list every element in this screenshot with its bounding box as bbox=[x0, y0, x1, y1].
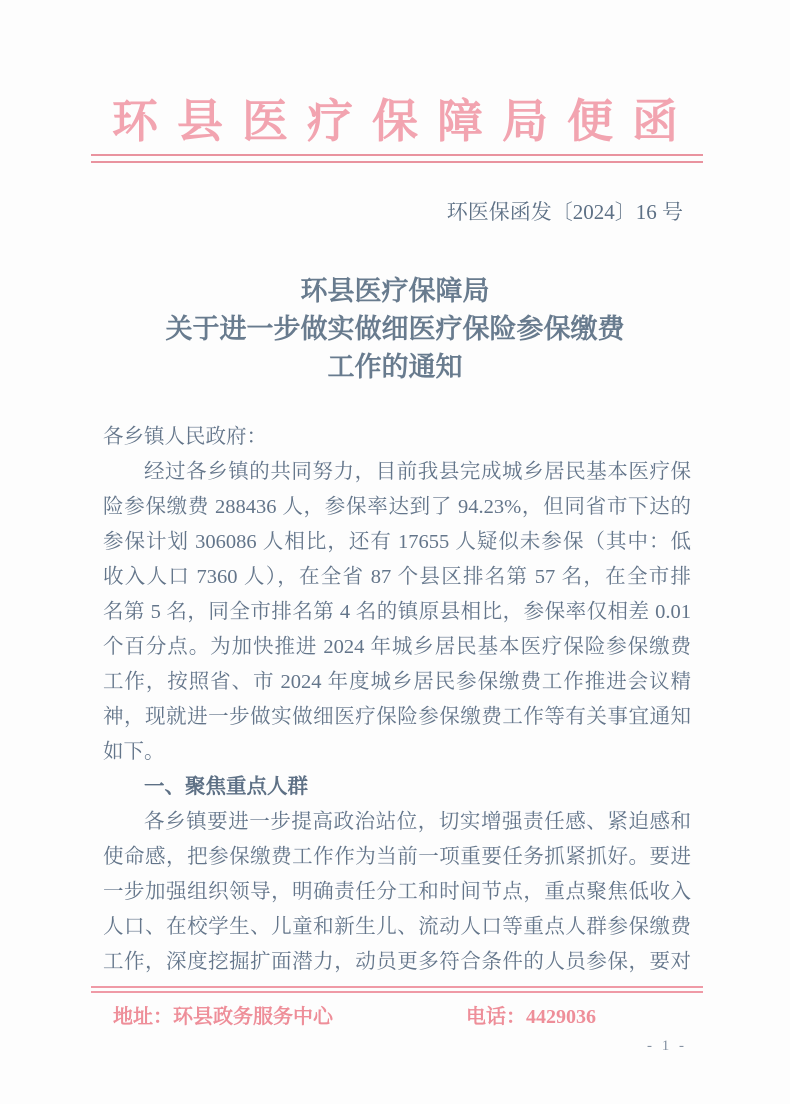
salutation: 各乡镇人民政府： bbox=[103, 426, 267, 448]
body-line: 神，现就进一步做实做细医疗保险参保缴费工作等有关事宜通知 bbox=[103, 706, 691, 728]
body-line: 收入人口 7360 人），在全省 87 个县区排名第 57 名，在全市排 bbox=[103, 566, 691, 588]
document-title-line-1: 环县医疗保障局 bbox=[300, 276, 490, 306]
body-line: 个百分点。为加快推进 2024 年城乡居民基本医疗保险参保缴费 bbox=[103, 636, 691, 658]
footer-double-rule bbox=[91, 986, 703, 993]
body-line: 险参保缴费 288436 人，参保率达到了 94.23%，但同省市下达的 bbox=[103, 496, 691, 518]
header-double-rule bbox=[91, 154, 703, 163]
body-line: 各乡镇要进一步提高政治站位，切实增强责任感、紧迫感和 bbox=[144, 811, 691, 833]
document-title-line-3: 工作的通知 bbox=[327, 352, 463, 382]
body-line: 名第 5 名，同全市排名第 4 名的镇原县相比，参保率仅相差 0.01 bbox=[103, 601, 691, 623]
body-line: 如下。 bbox=[103, 741, 165, 763]
section-heading: 一、聚焦重点人群 bbox=[144, 776, 308, 798]
document-number: 环医保函发〔2024〕16 号 bbox=[446, 200, 683, 224]
footer-address: 地址：环县政务服务中心 bbox=[113, 1006, 333, 1028]
body-line: 经过各乡镇的共同努力，目前我县完成城乡居民基本医疗保 bbox=[144, 461, 691, 483]
page-number: - 1 - bbox=[647, 1038, 687, 1054]
agency-banner-title: 环县医疗保障局便函 bbox=[112, 96, 697, 147]
document-title-line-2: 关于进一步做实做细医疗保险参保缴费 bbox=[165, 314, 625, 344]
body-line: 使命感，把参保缴费工作作为当前一项重要任务抓紧抓好。要进 bbox=[103, 846, 691, 868]
document-title bbox=[0, 272, 790, 386]
body-line: 人口、在校学生、儿童和新生儿、流动人口等重点人群参保缴费 bbox=[103, 916, 691, 938]
body-line: 工作，按照省、市 2024 年度城乡居民参保缴费工作推进会议精 bbox=[103, 671, 691, 693]
footer-phone: 电话：4429036 bbox=[466, 1006, 596, 1028]
body-line: 一步加强组织领导，明确责任分工和时间节点，重点聚焦低收入 bbox=[103, 881, 691, 903]
body-line: 参保计划 306086 人相比，还有 17655 人疑似未参保（其中：低 bbox=[103, 531, 691, 553]
body-text bbox=[103, 420, 691, 980]
body-line: 工作，深度挖掘扩面潜力，动员更多符合条件的人员参保，要对 bbox=[103, 951, 691, 973]
